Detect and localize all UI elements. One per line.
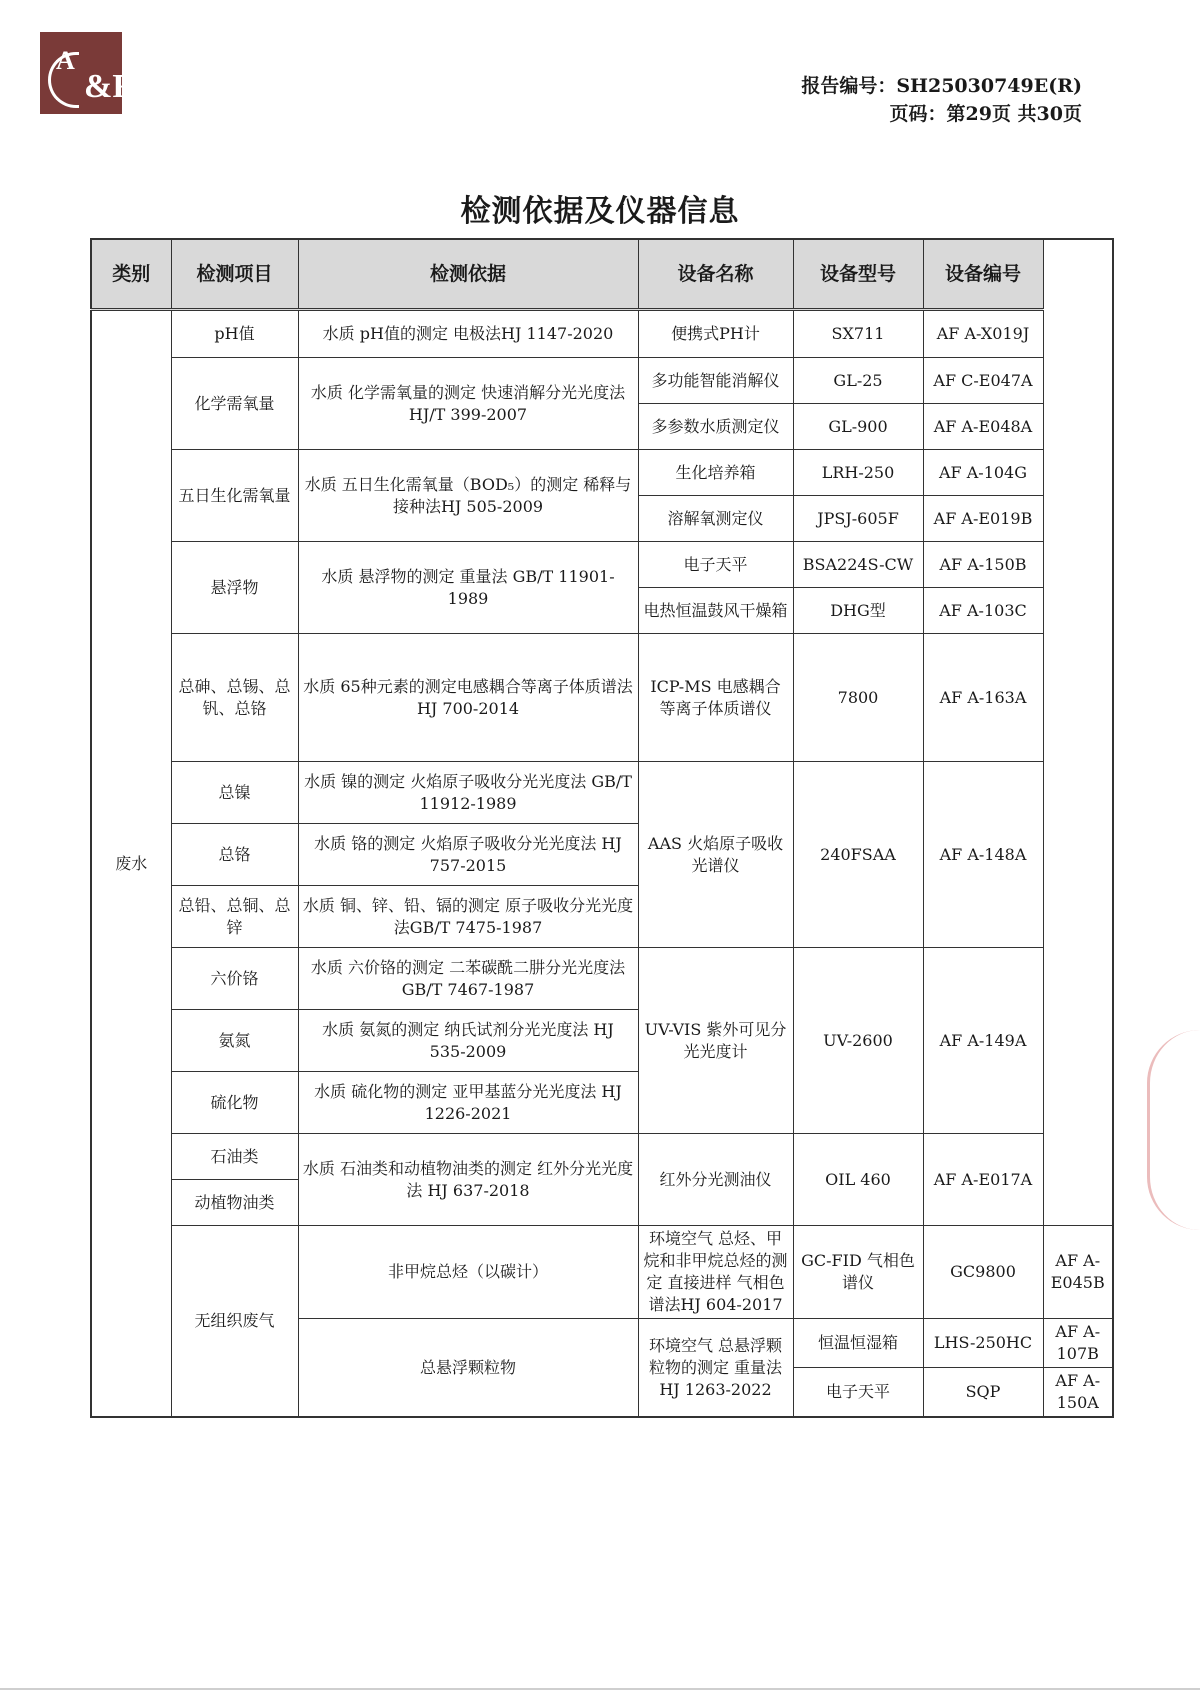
report-number: 报告编号：SH25030749E(R) [801,75,1082,97]
table-header-row [91,239,1113,310]
company-logo [40,32,134,114]
method-cell: 水质 铜、锌、铅、镉的测定 原子吸收分光光度法GB/T 7475-1987 [298,886,638,948]
equipment-model-cell: 240FSAA [793,762,923,948]
table-row [91,1134,1113,1180]
item-cell: 化学需氧量 [171,358,298,450]
method-cell: 水质 氨氮的测定 纳氏试剂分光光度法 HJ 535-2009 [298,1010,638,1072]
equipment-model-cell: GL-900 [793,404,923,450]
equipment-id-cell: AF A-E017A [923,1134,1043,1226]
header-item: 检测项目 [171,239,298,310]
method-cell: 环境空气 总烃、甲烷和非甲烷总烃的测定 直接进样 气相色谱法HJ 604-2017 [638,1226,793,1319]
item-cell: 非甲烷总烃（以碳计） [298,1226,638,1319]
equipment-id-cell: AF A-104G [923,450,1043,496]
item-cell: pH值 [171,310,298,358]
item-cell: 悬浮物 [171,542,298,634]
category-cell: 无组织废气 [171,1226,298,1418]
header-equipment-model: 设备型号 [793,239,923,310]
equipment-table [90,238,1114,1418]
equipment-name-cell: 生化培养箱 [638,450,793,496]
item-cell: 动植物油类 [171,1180,298,1226]
table-row [91,634,1113,762]
equipment-name-cell: 电热恒温鼓风干燥箱 [638,588,793,634]
equipment-name-cell: 多参数水质测定仪 [638,404,793,450]
equipment-model-cell: DHG型 [793,588,923,634]
equipment-id-cell: AF A-149A [923,948,1043,1134]
method-cell: 水质 石油类和动植物油类的测定 红外分光光度法 HJ 637-2018 [298,1134,638,1226]
header-method: 检测依据 [298,239,638,310]
equipment-name-cell: UV-VIS 紫外可见分光光度计 [638,948,793,1134]
equipment-id-cell: AF A-103C [923,588,1043,634]
page-bottom-rule [0,1688,1200,1690]
equipment-name-cell: 恒温恒湿箱 [793,1319,923,1368]
method-cell: 水质 悬浮物的测定 重量法 GB/T 11901-1989 [298,542,638,634]
item-cell: 六价铬 [171,948,298,1010]
equipment-name-cell: 电子天平 [638,542,793,588]
method-cell: 环境空气 总悬浮颗粒物的测定 重量法 HJ 1263-2022 [638,1319,793,1418]
item-cell: 硫化物 [171,1072,298,1134]
equipment-id-cell: AF A-E019B [923,496,1043,542]
equipment-model-cell: LHS-250HC [923,1319,1043,1368]
header-category: 类别 [91,239,171,310]
equipment-model-cell: SX711 [793,310,923,358]
equipment-model-cell: LRH-250 [793,450,923,496]
table-row [91,542,1113,588]
item-cell: 总悬浮颗粒物 [298,1319,638,1418]
header-equipment-name: 设备名称 [638,239,793,310]
logo-letter-f: &F [84,68,134,105]
equipment-id-cell: AF A-163A [923,634,1043,762]
equipment-name-cell: 便携式PH计 [638,310,793,358]
equipment-model-cell: OIL 460 [793,1134,923,1226]
equipment-id-cell: AF A-X019J [923,310,1043,358]
equipment-model-cell: BSA224S-CW [793,542,923,588]
method-cell: 水质 镍的测定 火焰原子吸收分光光度法 GB/T 11912-1989 [298,762,638,824]
table-row [91,450,1113,496]
method-cell: 水质 65种元素的测定电感耦合等离子体质谱法 HJ 700-2014 [298,634,638,762]
equipment-name-cell: 多功能智能消解仪 [638,358,793,404]
equipment-model-cell: GL-25 [793,358,923,404]
table-row [91,358,1113,404]
equipment-name-cell: 电子天平 [793,1368,923,1418]
method-cell: 水质 硫化物的测定 亚甲基蓝分光光度法 HJ 1226-2021 [298,1072,638,1134]
equipment-name-cell: 溶解氧测定仪 [638,496,793,542]
method-cell: 水质 化学需氧量的测定 快速消解分光光度法 HJ/T 399-2007 [298,358,638,450]
equipment-model-cell: 7800 [793,634,923,762]
method-cell: 水质 六价铬的测定 二苯碳酰二肼分光光度法 GB/T 7467-1987 [298,948,638,1010]
equipment-id-cell: AF A-107B [1043,1319,1113,1368]
method-cell: 水质 五日生化需氧量（BOD₅）的测定 稀释与接种法HJ 505-2009 [298,450,638,542]
equipment-name-cell: AAS 火焰原子吸收光谱仪 [638,762,793,948]
table-row [91,762,1113,824]
equipment-id-cell: AF A-150B [923,542,1043,588]
table-row [91,310,1113,358]
equipment-id-cell: AF A-E045B [1043,1226,1113,1319]
equipment-model-cell: SQP [923,1368,1043,1418]
method-cell: 水质 铬的测定 火焰原子吸收分光光度法 HJ 757-2015 [298,824,638,886]
item-cell: 总铬 [171,824,298,886]
equipment-id-cell: AF A-E048A [923,404,1043,450]
equipment-id-cell: AF A-150A [1043,1368,1113,1418]
page-title: 检测依据及仪器信息 [460,194,740,229]
page-info: 页码：第29页 共30页 [889,103,1082,125]
logo-letter-a: A [56,46,75,75]
table-row [91,1226,1113,1319]
equipment-model-cell: JPSJ-605F [793,496,923,542]
item-cell: 总镍 [171,762,298,824]
category-cell: 废水 [91,310,171,1418]
item-cell: 五日生化需氧量 [171,450,298,542]
equipment-name-cell: ICP-MS 电感耦合等离子体质谱仪 [638,634,793,762]
report-header [801,72,1082,128]
item-cell: 总铅、总铜、总锌 [171,886,298,948]
red-seal-stamp [1147,1030,1200,1230]
equipment-name-cell: 红外分光测油仪 [638,1134,793,1226]
equipment-id-cell: AF C-E047A [923,358,1043,404]
equipment-id-cell: AF A-148A [923,762,1043,948]
equipment-model-cell: GC9800 [923,1226,1043,1319]
item-cell: 石油类 [171,1134,298,1180]
item-cell: 氨氮 [171,1010,298,1072]
table-row [91,948,1113,1010]
header-equipment-id: 设备编号 [923,239,1043,310]
method-cell: 水质 pH值的测定 电极法HJ 1147-2020 [298,310,638,358]
equipment-name-cell: GC-FID 气相色谱仪 [793,1226,923,1319]
equipment-model-cell: UV-2600 [793,948,923,1134]
item-cell: 总砷、总锡、总钒、总铬 [171,634,298,762]
